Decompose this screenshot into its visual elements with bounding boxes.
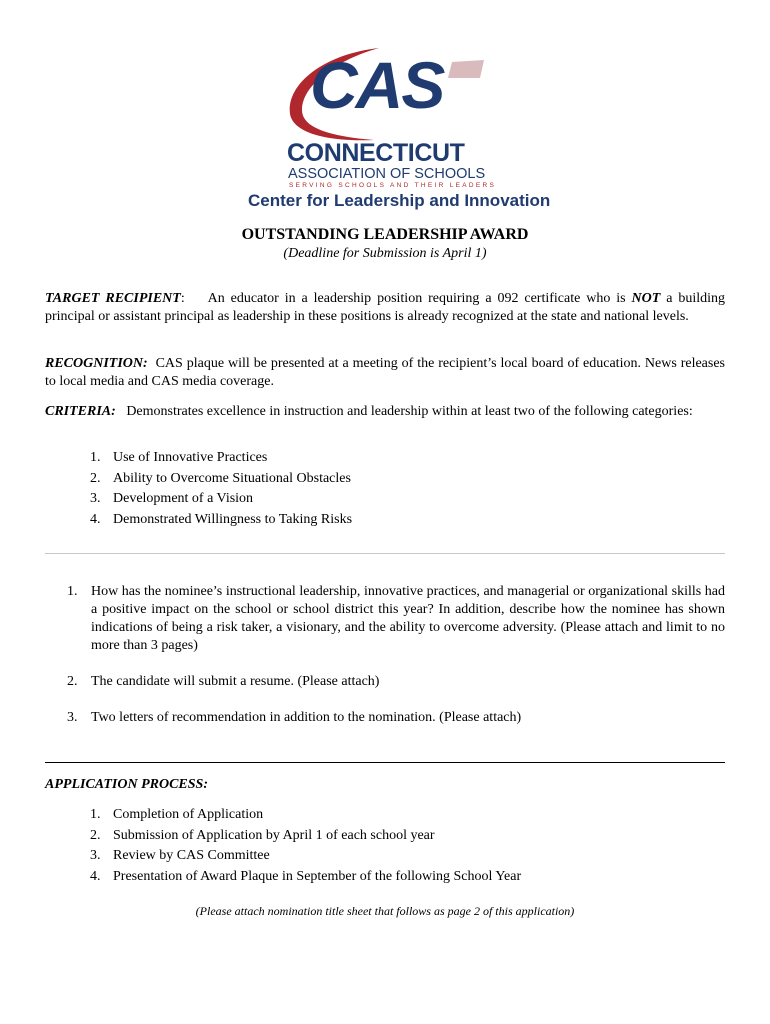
list-item [90,805,521,826]
list-item [90,826,521,847]
list-number: 1. [90,450,101,465]
target-colon: : [180,291,185,306]
question-text: How has the nominee’s instructional leadership, innovative practices, and managerial or organizational skills had a positive impact on the school or school district this year? In addition, describe how the nominee has shown indications of being a risk taker, a visionary, and the ability to overcome adversity. (Please attach and limit to no more than 3 pages) [91,584,725,653]
question-item [67,583,725,655]
question-item [67,673,725,691]
criteria-text: Demonstrates excellence in instruction and leadership within at least two of the following categories: [126,404,693,419]
logo-tagline: SERVING SCHOOLS AND THEIR LEADERS [289,182,497,189]
question-text: Two letters of recommendation in addition to the nomination. (Please attach) [91,710,522,725]
list-text: Submission of Application by April 1 of each school year [113,827,435,843]
list-item [90,448,352,469]
list-text: Use of Innovative Practices [113,450,268,465]
list-text: Development of a Vision [113,491,254,506]
divider [45,762,725,763]
target-label: TARGET RECIPIENT [45,291,181,306]
list-number: 2. [90,470,101,486]
recognition-text: CAS plaque will be presented at a meeting of the recipient’s local board of education. News releases to local media and CAS media coverage. [45,356,726,389]
list-number: 4. [90,511,101,527]
question-number: 1. [67,584,78,599]
list-number: 2. [90,827,101,843]
list-text: Ability to Overcome Situational Obstacles [113,470,351,486]
logo-org-line2: ASSOCIATION OF SCHOOLS [288,166,486,182]
page-title: OUTSTANDING LEADERSHIP AWARD [241,226,529,243]
target-text-after: a building principal or assistant principal as leadership in these positions is already recognized at the state and national levels. [45,291,725,324]
list-text: Presentation of Award Plaque in September of the following School Year [113,868,522,884]
criteria-paragraph [45,403,725,421]
list-item [90,510,352,531]
footer-note: (Please attach nomination title sheet that follows as page 2 of this application) [195,904,575,918]
recognition-paragraph [45,355,725,391]
logo-acronym: CAS [310,48,444,122]
target-emphasis: NOT [631,291,661,306]
criteria-list [90,448,352,530]
list-text: Completion of Application [113,807,264,822]
target-recipient-paragraph [45,290,725,326]
list-number: 3. [90,848,101,863]
deadline-note: (Deadline for Submission is April 1) [283,246,487,261]
list-number: 1. [90,807,101,822]
logo-org-line1: CONNECTICUT [287,139,465,167]
list-item [90,469,352,490]
logo-center-name: Center for Leadership and Innovation [248,191,551,210]
question-text: The candidate will submit a resume. (Please attach) [91,674,380,689]
divider [45,553,725,554]
list-item [90,846,521,867]
process-list [90,805,521,887]
list-item [90,489,352,510]
list-number: 4. [90,868,101,884]
criteria-label: CRITERIA: [45,404,116,419]
list-number: 3. [90,491,101,506]
list-item [90,867,521,888]
question-number: 2. [67,674,78,689]
list-text: Demonstrated Willingness to Taking Risks [113,511,353,527]
question-number: 3. [67,710,78,725]
application-process-heading: APPLICATION PROCESS: [45,777,208,792]
question-item [67,709,725,727]
list-text: Review by CAS Committee [113,848,270,863]
recognition-label: RECOGNITION: [45,356,148,371]
target-text: An educator in a leadership position requiring a 092 certificate who is [207,291,632,306]
